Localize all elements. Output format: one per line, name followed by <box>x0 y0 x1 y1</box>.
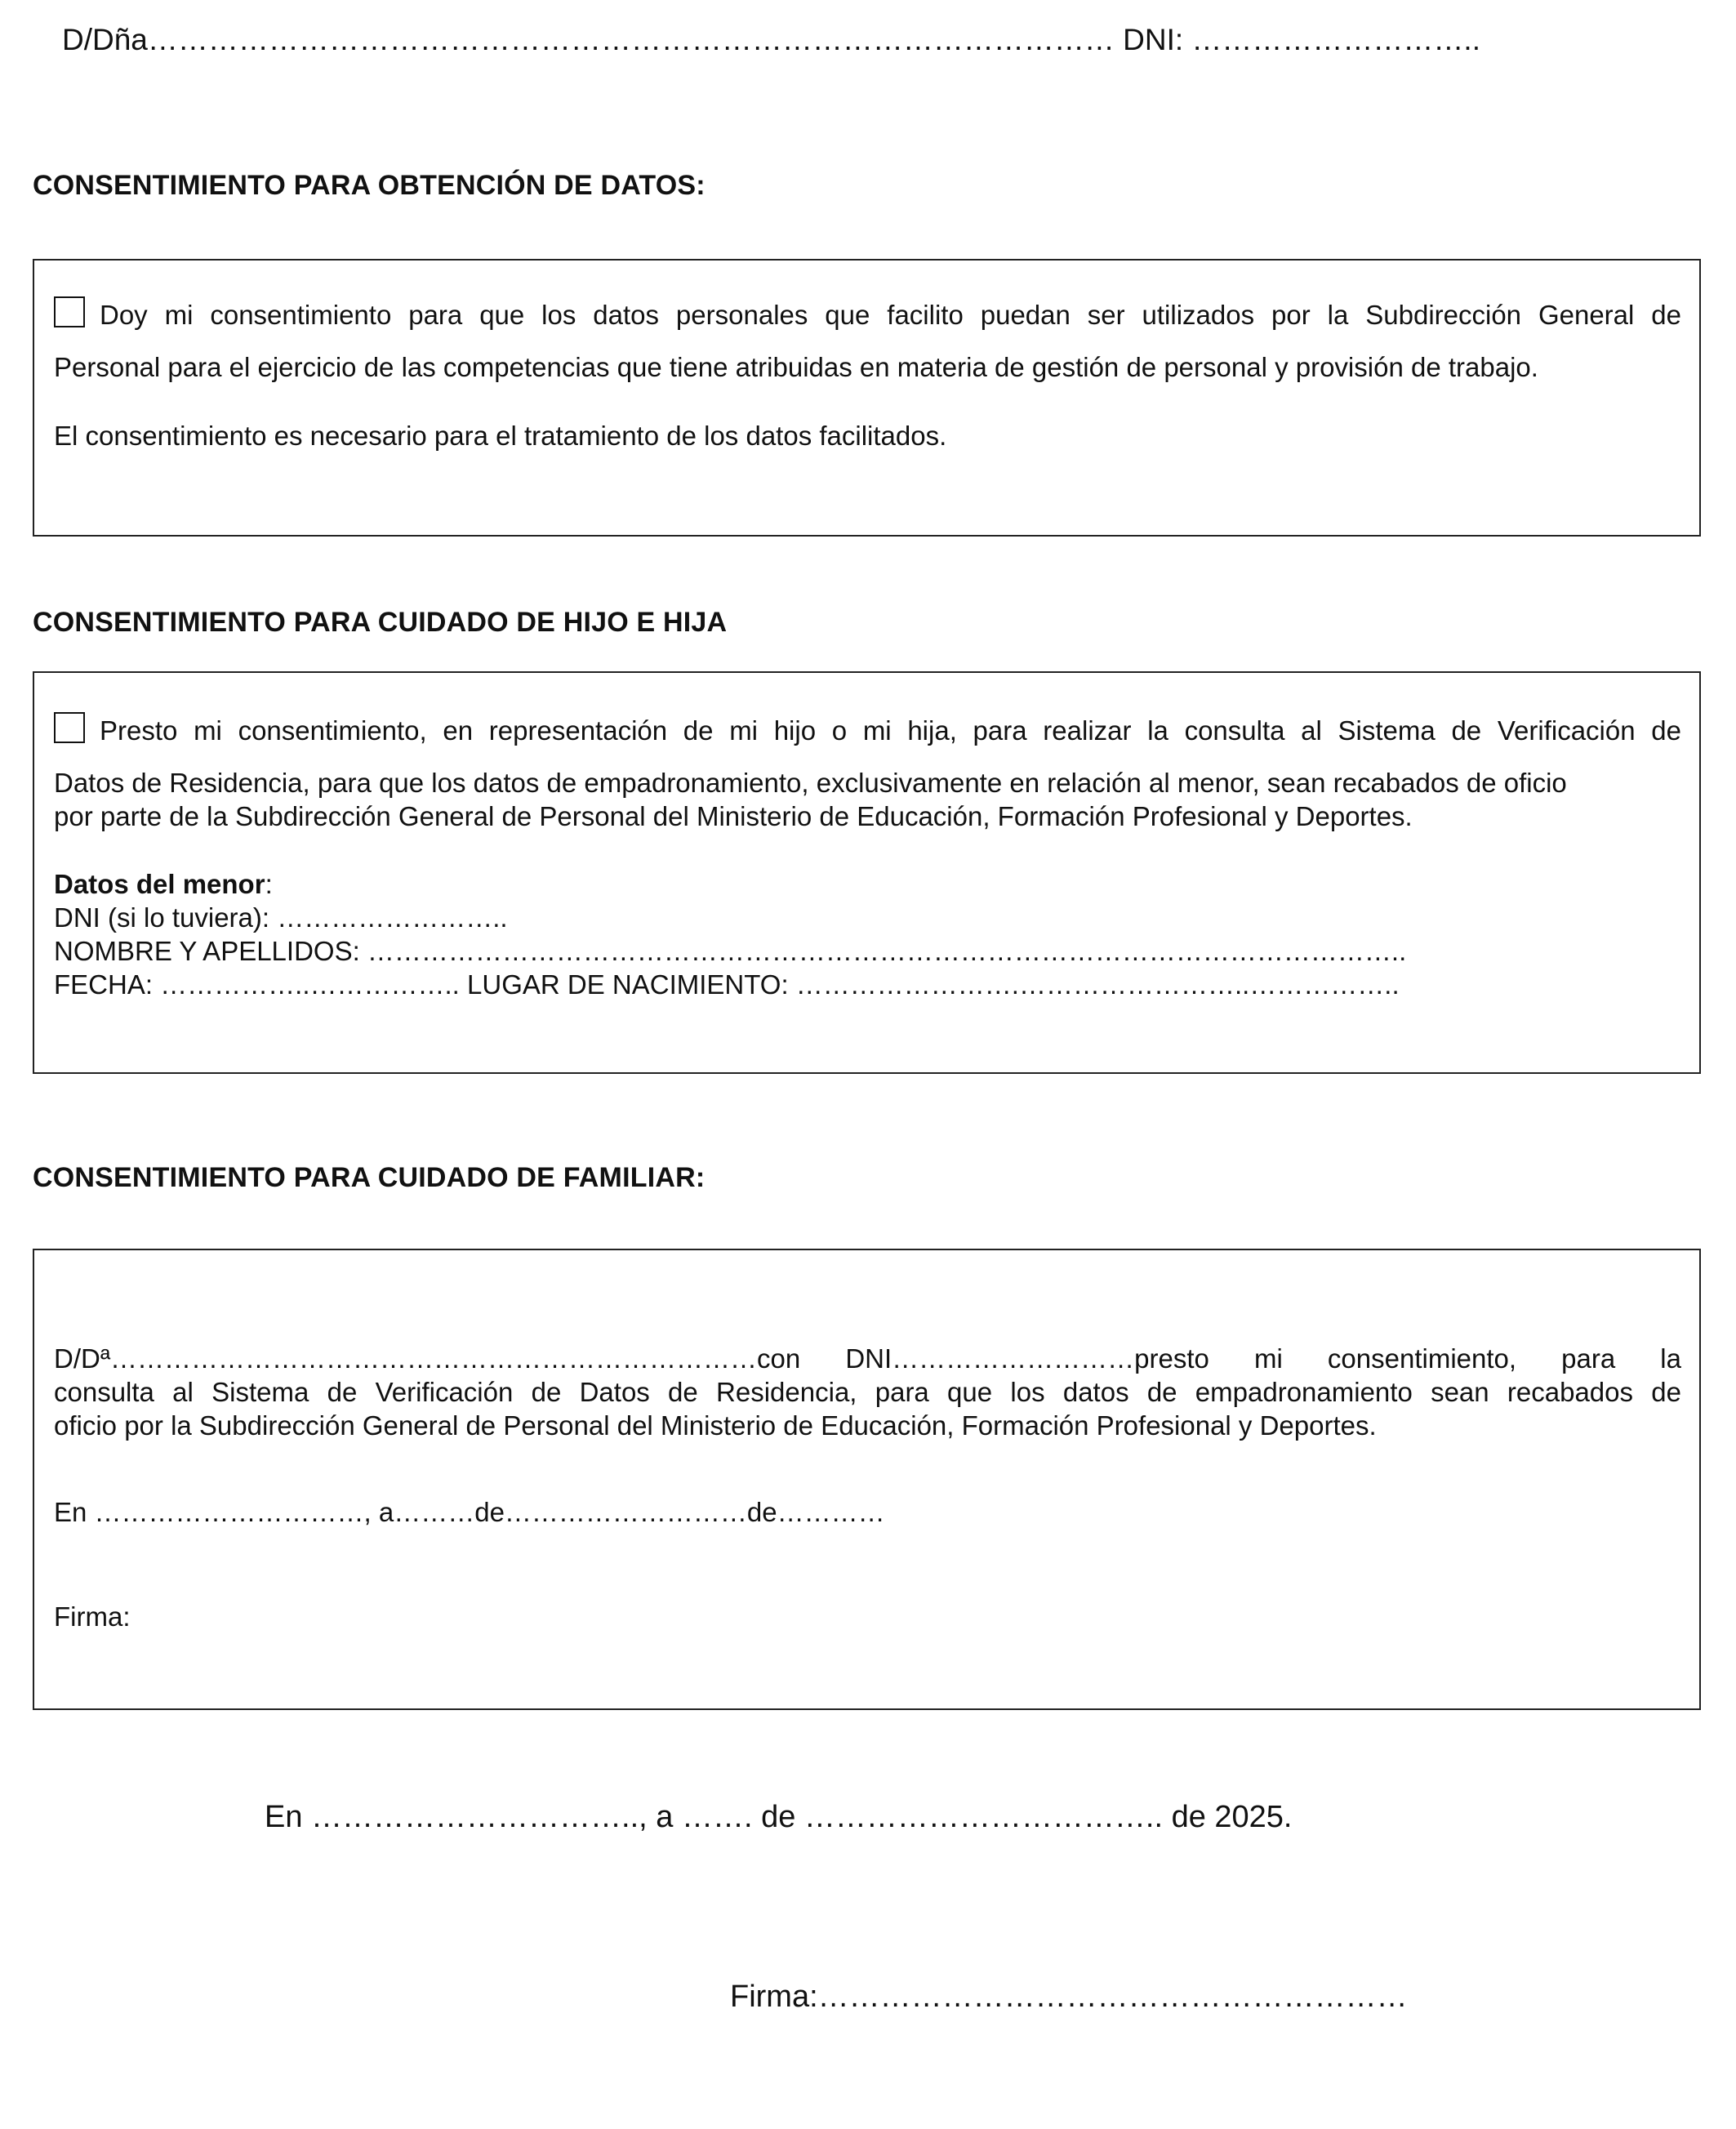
minor-data-label: Datos del menor: <box>54 869 273 899</box>
minor-date-birthplace-field[interactable]: FECHA: ……………..…………….. LUGAR DE NACIMIENTO: …………………….……………………..…………….. <box>54 969 1400 1000</box>
minor-name-field[interactable]: NOMBRE Y APELLIDOS: …………………………………………………………………………………………………….. <box>54 936 1407 966</box>
child-consent-paragraph-line1: Presto mi consentimiento, en representación de mi hijo o mi hija, para realizar la consulta al Sistema de Verificación de <box>54 712 1681 747</box>
footer-place-date-field[interactable]: En ………………………….., a ……. de …………………………….. de 2025. <box>265 1800 1293 1834</box>
family-consent-box <box>33 1249 1701 1710</box>
family-consent-paragraph-line3: oficio por la Subdirección General de Personal del Ministerio de Educación, Formación Profesional y Deportes. <box>54 1410 1377 1441</box>
family-consent-paragraph-line2: consulta al Sistema de Verificación de Datos de Residencia, para que los datos de empadronamiento sean recabados de <box>54 1377 1681 1407</box>
data-consent-box <box>33 259 1701 537</box>
minor-dni-field[interactable]: DNI (si lo tuviera): …………………….. <box>54 902 508 933</box>
data-consent-paragraph-line2: Personal para el ejercicio de las competencias que tiene atribuidas en materia de gestión de personal y provisión de trabajo. <box>54 352 1538 382</box>
family-signature-label: Firma: <box>54 1601 131 1632</box>
applicant-name-dni-line[interactable]: D/Dña…………………………………………………………………………………… DNI: ……………………….. <box>62 23 1480 56</box>
child-consent-box <box>33 671 1701 1074</box>
section-title-data-consent: CONSENTIMIENTO PARA OBTENCIÓN DE DATOS: <box>33 170 706 201</box>
data-consent-note: El consentimiento es necesario para el tratamiento de los datos facilitados. <box>54 421 947 451</box>
child-consent-checkbox[interactable] <box>54 712 85 743</box>
child-consent-paragraph-line3: por parte de la Subdirección General de Personal del Ministerio de Educación, Formación Profesional y Deportes. <box>54 801 1413 831</box>
family-consent-paragraph-line1[interactable]: D/Dª………………………………………………………………con DNI………………………presto mi consentimiento, para la <box>54 1343 1681 1374</box>
footer-signature-field[interactable]: Firma:………………………………………………… <box>730 1980 1408 2014</box>
child-consent-paragraph-line2: Datos de Residencia, para que los datos de empadronamiento, exclusivamente en relación al menor, sean recabados de oficio <box>54 768 1567 798</box>
data-consent-checkbox[interactable] <box>54 296 85 327</box>
section-title-family-consent: CONSENTIMIENTO PARA CUIDADO DE FAMILIAR: <box>33 1162 706 1193</box>
family-place-date-field[interactable]: En …………………………, a………de………………………de………… <box>54 1497 885 1527</box>
section-title-child-consent: CONSENTIMIENTO PARA CUIDADO DE HIJO E HIJA <box>33 607 728 638</box>
data-consent-paragraph-line1: Doy mi consentimiento para que los datos personales que facilito puedan ser utilizados por la Subdirección General de <box>54 296 1681 332</box>
